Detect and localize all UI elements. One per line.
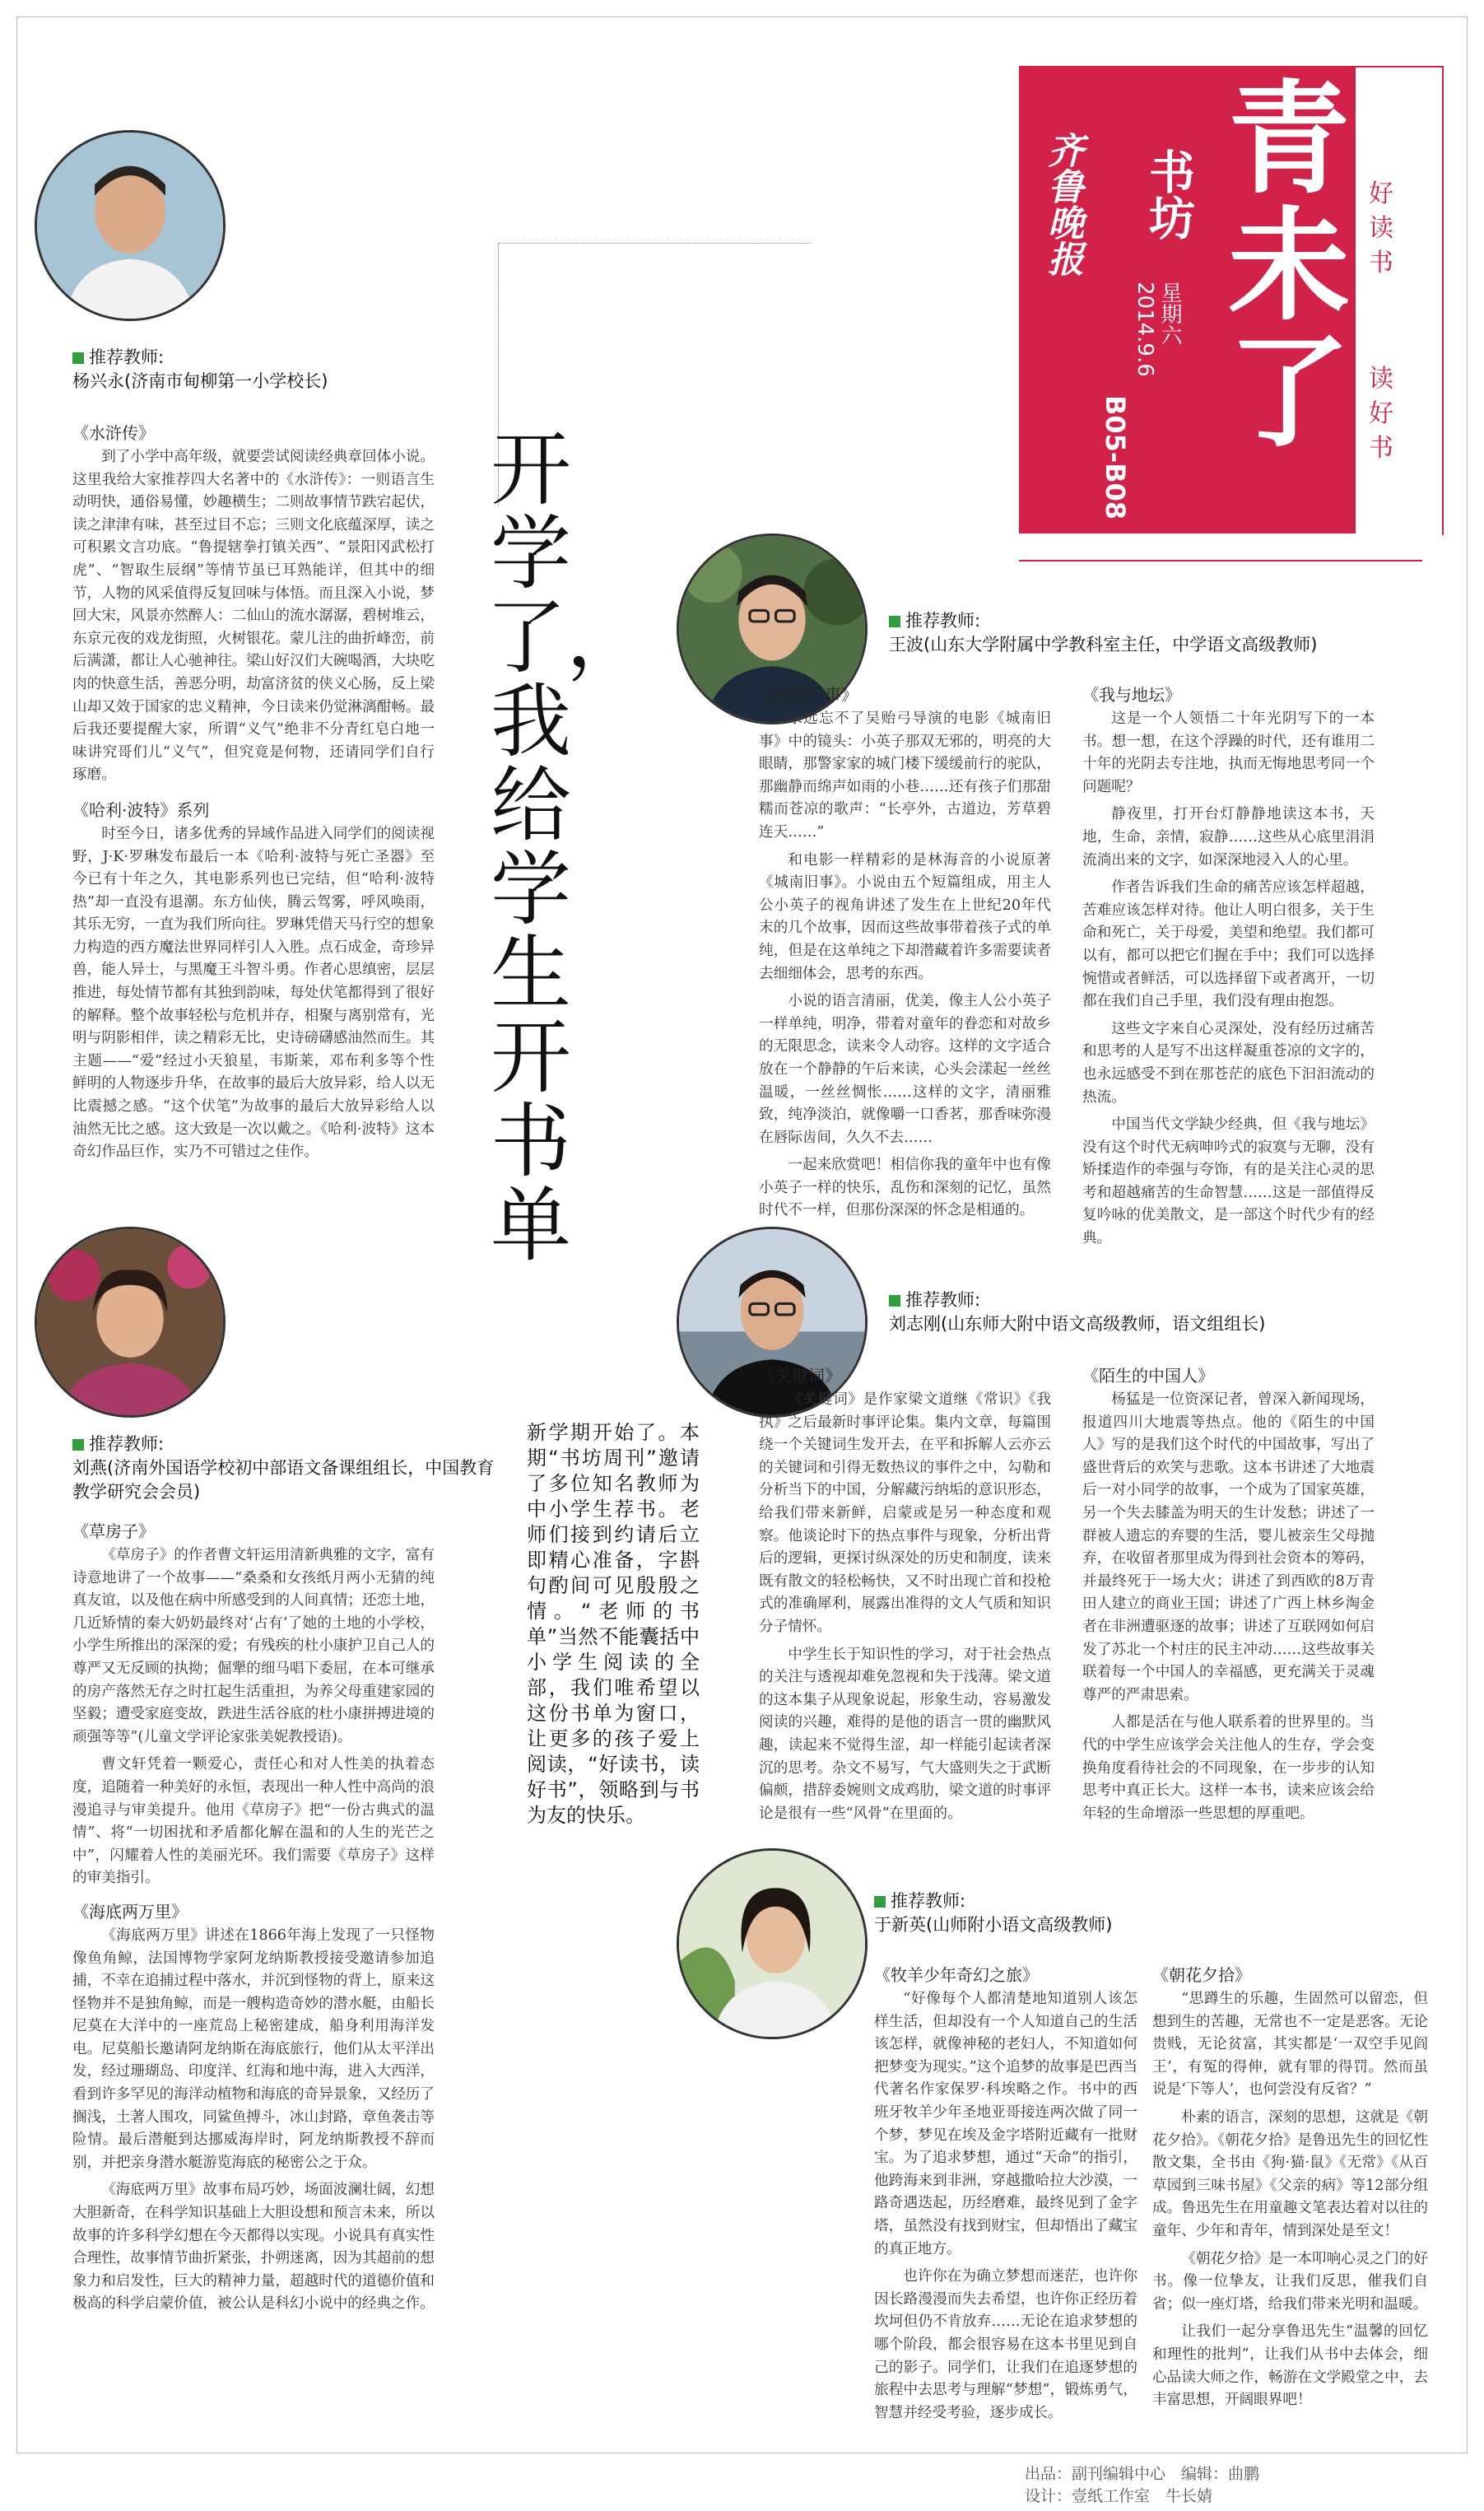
book-paragraph: 让我们一起分享鲁迅先生“温馨的回忆和理性的批判”，让我们从书中去体会，细心品读大师之作，畅游在文学殿堂之中，去丰富思想，开阔眼界吧！ (1152, 2323, 1428, 2409)
headline-rule (498, 243, 811, 245)
masthead-weekday: 星期六 (1157, 282, 1182, 346)
book-paragraph: 杨猛是一位资深记者，曾深入新闻现场，报道四川大地震等热点。他的《陌生的中国人》写的是我们这个时代的中国故事，写出了盛世背后的欢笑与悲歌。这本书讲述了大地震后一对小同学的故事，一个成为了国家英雄，另一个失去膝盖为明天的生计发愁；讲述了一群被人遗忘的弃婴的生活，婴儿被亲生父母抛弃，在收留者那里成为得到社会资本的筹码，并最终死于一场大火；讲述了到西欧的8万青田人建立的商业王国；讲述了广西上林乡淘金者在非洲遭驱逐的故事；讲述了互联网如何启发了苏北一个村庄的民主冲动……这些故事关联着每一个中国人的幸福感，更充满关于灵魂尊严的严肃思索。 (1082, 1391, 1375, 1703)
bullet-square-icon (874, 1896, 886, 1908)
book-paragraph: 《关键词》是作家梁文道继《常识》《我执》之后最新时事评论集。集内文章，每篇围绕一个关键词生发开去，在平和拆解人云亦云的关键词和引得无数热议的事件之中，勾勒和分析当下的中国，分解藏污纳垢的意识形态，给我们带来新鲜，启蒙或是另一种态度和观察。他谈论时下的热点事件与现象，分析出背后的逻辑，更探讨纵深处的历史和制度，读来既有散文的轻松畅快，又不时出现亡首和投枪式的准确犀利，展露出准得的文人气质和知识分子情怀。 (759, 1391, 1051, 1635)
book-paragraph: 静夜里，打开台灯静静地读这本书，天地，生命，亲情，寂静……这些从心底里涓涓流淌出来的文字，如深深地浸入人的心里。 (1082, 806, 1375, 869)
bullet-square-icon (72, 352, 84, 364)
book-paragraph: “好像每个人都清楚地知道别人该怎样生活，但却没有一个人知道自己的生活该怎样，就像神秘的老妇人，不知道如何把梦变为现实。”这个追梦的故事是巴西当代著名作家保罗·科埃略之作。书中的西班牙牧羊少年圣地亚哥接连两次做了同一个梦，梦见在埃及金字塔附近藏有一批财宝。为了追求梦想，通过“天命”的指引，他跨海来到非洲，穿越撒哈拉大沙漠，一路奇遇迭起，历经磨难，最终见到了金字塔，虽然没有找到财宝，但却悟出了藏宝的真正地方。 (874, 1991, 1137, 2257)
book-title: 《城南旧事》 (759, 685, 858, 705)
teacher-card-2 (72, 1433, 500, 1504)
bullet-square-icon (72, 1439, 84, 1451)
teacher-name: 刘志刚(山东师大附中语文高级教师，语文组组长) (889, 1314, 1266, 1334)
book-entry (72, 799, 435, 1164)
teacher-5-book-2 (1152, 1964, 1428, 2417)
book-title: 《陌生的中国人》 (1082, 1366, 1214, 1386)
teacher-card-4 (889, 1288, 1465, 1336)
book-entry (72, 1900, 435, 2316)
teacher-5-book-1 (874, 1964, 1137, 2429)
book-title: 《关键词》 (759, 1366, 841, 1386)
teacher-card-3 (889, 609, 1465, 657)
teacher-card-5 (874, 1889, 1401, 1937)
masthead-title: 青未了 (1208, 74, 1350, 454)
book-paragraph: 小说的语言清丽，优美，像主人公小英子一样单纯，明净，带着对童年的眷恋和对故乡的无限思念，读来令人动容。这样的文字适合放在一个静静的午后来读，心头会漾起一丝丝温暖，一丝丝惆怅……这样的文字，清丽雅致，纯净淡泊，就像嚼一口香茗，那香味弥漫在唇际齿间，久久不去…… (759, 993, 1051, 1146)
book-paragraph: 《海底两万里》故事布局巧妙，场面波澜壮阔，幻想大胆新奇，在科学知识基础上大胆设想和预言未来，所以故事的许多科学幻想在今天都得以实现。小说具有真实性合理性，故事情节曲折紧张，扑朔迷离，因为其超前的想象力和启发性，巨大的精神力量，超越时代的道德价值和极高的科学启蒙价值，被公认是科幻小说中的经典之作。 (72, 2182, 435, 2313)
book-paragraph: 人都是活在与他人联系着的世界里的。当代的中学生应该学会关注他人的生存，学会变换角度看待社会的不同现象，在一步步的认知思考中真正长大。这样一本书，读来应该会给年轻的生命增添一些思想的厚重吧。 (1082, 1714, 1375, 1822)
teacher-card-1 (72, 346, 418, 394)
teacher-3-book-2 (1082, 683, 1375, 1256)
book-paragraph: “思蹲生的乐趣，生固然可以留恋，但想到生的苦趣，无常也不一定是恶客。无论贵贱，无论贫富，其实都是‘一双空手见阎王’，有冤的得伸，就有罪的得罚。然而虽说是‘下等人’，也何尝没有反省？” (1152, 1991, 1428, 2099)
masthead-pages: B05-B08 (1100, 395, 1131, 520)
book-title: 《海底两万里》 (72, 1901, 188, 1922)
book-paragraph: 到了小学中高年级，就要尝试阅读经典章回体小说。这里我给大家推荐四大名著中的《水浒传》：一则语言生动明快，通俗易懂，妙趣横生；二则故事情节跌宕起伏，读之津津有味，甚至过目不忘；三则文化底蕴深厚，读之可积累文言功底。“鲁提辖拳打镇关西”、“景阳冈武松打虎”、“智取生辰纲”等情节虽已耳熟能详，但其中的细节，人物的风采值得反复回味与体悟。而且深入小说，梦回大宋，风景亦然醉人：二仙山的流水潺潺，碧树堆云，东京元夜的戏龙街照，火树银花。蒙儿注的曲折峰峦，前后满潇，都让人心驰神往。梁山好汉们大碗喝酒，大块吃肉的快意生活，善恶分明，劫富济贫的侠义心肠，反上梁山却又效于国家的忠义精神，今日读来仍觉淋漓酣畅。最后我还要提醒大家，所谓“义气”绝非不分青红皂白地一味讲究哥们儿“义气”，但究竟是何物，还请同学们自行琢磨。 (72, 449, 435, 784)
intro-paragraph: 新学期开始了。本期“书坊周刊”邀请了多位知名教师为中小学生荐书。老师们接到约请后立即精心准备，字斟句酌间可见殷殷之情。“老师的书单”当然不能囊括中小学生阅读的全部，我们唯希望以这份书单为窗口，让更多的孩子爱上阅读，“好读书，读好书”，领略到与书为友的快乐。 (527, 1421, 700, 1827)
teacher-photo-2 (35, 1227, 226, 1418)
slogan-left: 好读书 (1369, 179, 1393, 277)
book-paragraph: 也许你在为确立梦想而迷茫，也许你因长路漫漫而失去希望，也许你正经历着坎坷但仍不肯放弃……无论在追求梦想的哪个阶段，都会很容易在这本书里见到自己的影子。同学们，让我们在追逐梦想的旅程中去思考与理解“梦想”，锻炼勇气，智慧并经受考验，逐步成长。 (874, 2268, 1137, 2421)
book-title: 《我与地坛》 (1082, 685, 1181, 705)
footer-credits-1: 出品：副刊编辑中心 编辑：曲鹏 (1025, 2465, 1260, 2483)
teacher-label: 推荐教师: (891, 1891, 966, 1911)
masthead-logo (1019, 66, 1356, 533)
book-paragraph: 《草房子》的作者曹文轩运用清新典雅的文字，富有诗意地讲了一个故事——“桑桑和女孩纸月两小无猜的纯真友谊，以及他在病中所感受到的人间真情；还恋土地，几近矫情的秦大奶奶最终对‘占有’了她的土地的小学校，小学生所推出的深深的爱；有残疾的杜小康护卫自己人的尊严又无反顾的执拗；倔犟的细马唱下委屈，在本可继承的房产落然无存之时扛起生活重担，为养父母重建家园的坚毅；遭受家庭变故，跌进生活谷底的杜小康拼搏进境的顽强等等”(儿童文学评论家张美妮教授语)。 (72, 1547, 435, 1745)
book-title: 《牧羊少年奇幻之旅》 (874, 1965, 1039, 1985)
book-paragraph: 一起来欣赏吧！相信你我的童年中也有像小英子一样的快乐，乱伤和深刻的记忆，虽然时代不一样，但那份深深的怀念是相通的。 (759, 1157, 1051, 1219)
teacher-4-book-1 (759, 1364, 1051, 1830)
teacher-label: 推荐教师: (89, 347, 165, 367)
book-title: 《哈利·波特》系列 (72, 799, 210, 820)
book-paragraph: 中国当代文学缺少经典，但《我与地坛》没有这个时代无病呻吟式的寂寞与无聊，没有矫揉造作的牵强与夸饰，有的是关注心灵的思考和超越痛苦的生命智慧……这是一部值得反复吟咏的优美散文，是一部这个时代少有的经典。 (1082, 1116, 1375, 1247)
book-paragraph: 这些文字来自心灵深处，没有经历过痛苦和思考的人是写不出这样凝重苍凉的文字的，也永远感受不到在那苍茫的底色下汩汩流动的热流。 (1082, 1020, 1375, 1106)
masthead-rule-right (1442, 66, 1444, 535)
masthead-rule-bottom (1019, 560, 1422, 561)
footer-credits-2: 设计：壹纸工作室 牛长婧 (1025, 2487, 1213, 2505)
teacher-4-book-2 (1082, 1364, 1375, 1830)
teacher-name: 王波(山东大学附属中学教科室主任，中学语文高级教师) (889, 635, 1318, 655)
book-entry (72, 1520, 435, 1890)
book-entry (72, 422, 435, 787)
teacher-3-book-1 (759, 683, 1051, 1228)
book-paragraph: 曹文轩凭着一颗爱心，责任心和对人性美的执着态度，追随着一种美好的永恒，表现出一种人性中高尚的浪漫追寻与审美提升。他用《草房子》把“一份古典式的温情”、将“一切困扰和矛盾都化解在温和的人生的光芒之中”，闪耀着人性的美丽光环。我们需要《草房子》这样的审美指引。 (72, 1756, 435, 1887)
teacher-photo-1 (35, 130, 226, 321)
teacher-label: 推荐教师: (905, 611, 981, 631)
paper-name-logo: 齐鲁晚报 (1041, 132, 1083, 277)
teacher-label: 推荐教师: (905, 1290, 981, 1310)
teacher-2-books (72, 1520, 435, 2321)
book-paragraph: 永远忘不了吴贻弓导演的电影《城南旧事》中的镜头：小英子那双无邪的，明亮的大眼睛，那警家家的城门楼下缓缓前行的驼队，那幽静而绵声如雨的小巷……还有孩子们那甜糯而苍凉的歌声：“长亭外，古道边，芳草碧连天……” (759, 710, 1051, 841)
teacher-label: 推荐教师: (89, 1434, 165, 1454)
book-title: 《草房子》 (72, 1521, 155, 1541)
teacher-name: 于新英(山师附小语文高级教师) (874, 1915, 1113, 1935)
masthead-date: 2014.9.6 (1133, 282, 1157, 377)
book-title: 《水浒传》 (72, 423, 155, 443)
page-headline: 开学了，我给学生开书单 (486, 423, 648, 1273)
bullet-square-icon (889, 1295, 900, 1307)
teacher-photo-5 (677, 1848, 868, 2039)
book-paragraph: 《海底两万里》讲述在1866年海上发现了一只怪物像鱼角鲸，法国博物学家阿龙纳斯教授接受邀请参加追捕，不幸在追捕过程中落水，并沉到怪物的背上，原来这怪物并不是独角鲸，而是一艘构造奇妙的潜水艇，由船长尼莫在大洋中的一座荒岛上秘密建成，船身利用海洋发电。尼莫船长邀请阿龙纳斯在海底旅行，他们从太平洋出发，经过珊瑚岛、印度洋、红海和地中海，进入大西洋，看到许多罕见的海洋动植物和海底的奇异景象，又经历了搁浅，土著人围攻，同鲨鱼搏斗，冰山封路，章鱼袭击等险情。最后潜艇到达挪威海岸时，阿龙纳斯教授不辞而别，并把亲身潜水艇游览海底的秘密公之于众。 (72, 1926, 435, 2171)
slogan-right: 读好书 (1369, 365, 1393, 463)
book-paragraph: 作者告诉我们生命的痛苦应该怎样超越，苦难应该怎样对待。他让人明白很多，关于生命和死亡，关于母爱，美望和绝望。我们都可以有，都可以把它们握在手中；我们可以选择惋惜或者鲜活，可以选择留下或者离开，一切都在我们自己手里，我们没有理由抱怨。 (1082, 879, 1375, 1010)
teacher-name: 刘燕(济南外国语学校初中部语文备课组组长，中国教育教学研究会会员) (72, 1458, 495, 1502)
masthead-subtitle: 书坊 (1142, 148, 1195, 240)
teacher-name: 杨兴永(济南市甸柳第一小学校长) (72, 371, 328, 391)
book-paragraph: 这是一个人领悟二十年光阴写下的一本书。想一想，在这个浮躁的时代，还有谁用二十年的光阴去专注地，执而无悔地思考同一个问题呢？ (1082, 710, 1375, 795)
book-title: 《朝花夕拾》 (1152, 1965, 1251, 1985)
book-paragraph: 朴素的语言，深刻的思想，这就是《朝花夕拾》。《朝花夕拾》是鲁迅先生的回忆性散文集，全书由《狗·猫·鼠》《无常》《从百草园到三味书屋》《父亲的病》等12部分组成。鲁迅先生在用童趣文笔表达着对以往的童年、少年和青年，情到深处是至文！ (1152, 2108, 1428, 2239)
masthead-rule-top (1354, 66, 1443, 68)
book-paragraph: 和电影一样精彩的是林海音的小说原著《城南旧事》。小说由五个短篇组成，用主人公小英子的视角讲述了发生在上世纪20年代末的几个故事，因而这些故事带着孩子式的单纯，但是在这单纯之下却潜藏着许多需要读者去细细体会，思考的东西。 (759, 851, 1051, 982)
book-paragraph: 中学生长于知识性的学习，对于社会热点的关注与透视却难免忽视和失于浅薄。梁文道的这本集子从现象说起，形象生动，容易激发阅读的兴趣，难得的是他的语言一贯的幽默风趣，读起来不觉得生涩，却一样能引起读者深沉的思考。杂文不易写，气大盛则失之于武断偏颇，措辞委婉则文成鸡肋，梁文道的时事评论是很有一些“风骨”在里面的。 (759, 1646, 1051, 1822)
book-paragraph: 时至今日，诸多优秀的异域作品进入同学们的阅读视野，J·K·罗琳发布最后一本《哈利·波特与死亡圣器》至今已有十年之久，其电影系列也已完结，但“哈利·波特热”却一直没有退潮。东方仙侠，腾云驾雾，呼风唤雨，其乐无穷，一直为我们所向往。罗琳凭借天马行空的想象力构造的西方魔法世界同样引人入胜。点石成金，奇珍异兽，能人异士，与黑魔王斗智斗勇。作者心思缜密，层层推进，每处情节都有其独到韵味，每处伏笔都得到了很好的解释。整个故事轻松与危机并存，相聚与离别常有，光明与阴影相伴，读之精彩无比，史诗磅礴感油然而生。其主题——“爱”经过小天狼星，韦斯莱，邓布利多等个性鲜明的人物逐步升华，在故事的最后大放异彩，给人以无比震撼之感。“这个伏笔”为故事的最后大放异彩给人以油然无比之感。这大致是一次以戴之。《哈利·波特》这本奇幻作品巨作，实乃不可错过之佳作。 (72, 825, 435, 1161)
book-paragraph: 《朝花夕拾》是一本叩响心灵之门的好书。像一位挚友，让我们反思，催我们自省；似一座灯塔，给我们带来光明和温暖。 (1152, 2250, 1428, 2313)
teacher-1-books (72, 422, 435, 1169)
bullet-square-icon (889, 616, 900, 627)
